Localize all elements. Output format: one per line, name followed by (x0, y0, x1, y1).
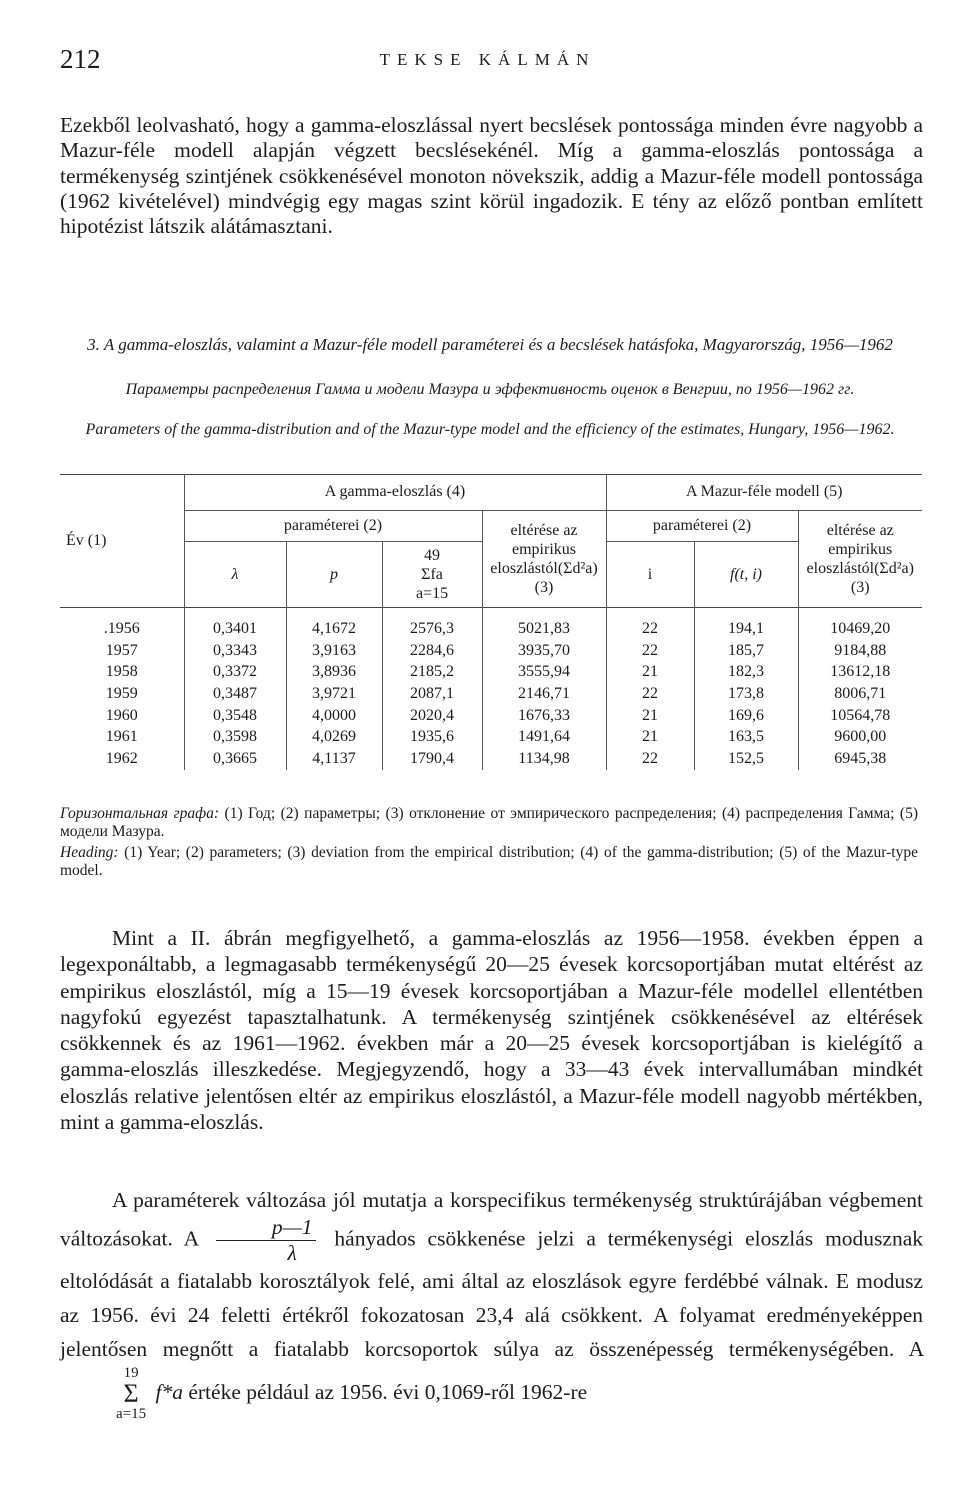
cell-dev-gamma: 1676,33 (482, 705, 606, 727)
table-row (60, 640, 922, 662)
cell-sum-f: 2284,6 (382, 640, 482, 662)
cell-lambda: 0,3401 (184, 608, 286, 640)
table-caption-hu: 3. A gamma-eloszlás, valamint a Mazur-féle modell paraméterei és a becslések hatásfoka, Magyarország, 1956—1962 (87, 335, 893, 354)
data-table (60, 474, 922, 770)
cell-f: 169,6 (694, 705, 798, 727)
sum-term: f*a (155, 1379, 183, 1404)
running-head: TEKSE KÁLMÁN (379, 50, 596, 69)
cell-dev-gamma: 5021,83 (482, 608, 606, 640)
cell-year: 1961 (105, 728, 138, 746)
cell-lambda: 0,3665 (184, 748, 286, 770)
cell-lambda: 0,3372 (184, 661, 286, 683)
sum-f-lower: a=15 (415, 585, 449, 602)
cell-i: 21 (606, 705, 694, 727)
cell-p: 4,0000 (286, 705, 382, 727)
cell-sum-f: 2576,3 (382, 608, 482, 640)
cell-lambda: 0,3343 (184, 640, 286, 662)
cell-dev-mazur: 6945,38 (798, 748, 922, 770)
cell-year: .1956 (103, 619, 140, 637)
i-header: i (606, 542, 694, 608)
table-row (60, 748, 922, 770)
body-paragraph-2-middle: hányados csökkenése jelzi a termékenységi eloszlás modusznak eltolódását a fiatalabb korosztályok felé, ami által az eloszlások egyre ferdébbé válnak. E modusz az 1956. évi 24 feletti értékről fokozatosan 23,4 alá csökkent. A folyamat eredményeképpen jelentősen megnőtt a fiatalabb korcsoportok súlya az összenépesség termékenységében. A (60, 1226, 924, 1361)
footnote-en (60, 844, 918, 879)
cell-i: 21 (606, 661, 694, 683)
cell-p: 3,8936 (286, 661, 382, 683)
gamma-group-header: A gamma-eloszlás (4) (184, 475, 606, 511)
intro-paragraph: Ezekből leolvasható, hogy a gamma-eloszlással nyert becslések pontossága minden évre nagyobb a Mazur-féle modell alapján végzett becslésekénél. Míg a gamma-eloszlás pontossága a termékenység szintjének csökkenésével monoton növekszik, addig a Mazur-féle modell pontossága (1962 kivételével) mindvégig egy magas szint körül ingadozik. E tény az előző pontban említett hipotézist látszik alátámasztani. (60, 113, 923, 239)
table-row (60, 683, 922, 705)
cell-year: 1962 (105, 749, 138, 767)
fraction-numerator: p—1 (216, 1217, 317, 1241)
cell-sum-f: 2020,4 (382, 705, 482, 727)
cell-dev-mazur: 10564,78 (798, 705, 922, 727)
table-row (60, 705, 922, 727)
body-paragraph-2-start: A paraméterek változása jól mutatja a korspecifikus termékenység struktúrájában végbement változásokat. A (60, 1188, 923, 1251)
cell-year: 1959 (105, 684, 138, 702)
cell-dev-gamma: 2146,71 (482, 683, 606, 705)
page-header (60, 44, 915, 80)
cell-f: 182,3 (694, 661, 798, 683)
cell-f: 152,5 (694, 748, 798, 770)
footnote-ru-text: (1) Год; (2) параметры; (3) отклонение от эмпирического распределения; (4) распределения Гамма; (5) модели Мазура. (60, 805, 918, 840)
cell-sum-f: 1790,4 (382, 748, 482, 770)
cell-year: 1958 (105, 663, 138, 681)
cell-lambda: 0,3598 (184, 726, 286, 748)
cell-dev-gamma: 1491,64 (482, 726, 606, 748)
body-paragraph-2-end: értéke például az 1956. évi 0,1069-ről 1962-re (188, 1379, 588, 1404)
cell-i: 22 (606, 683, 694, 705)
table-caption-ru: Параметры распределения Гамма и модели Мазура и эффективность оценок в Венгрии, по 1956—1962 гг. (125, 381, 855, 398)
lambda-header: λ (184, 542, 286, 608)
gamma-params-header: paraméterei (2) (184, 511, 482, 542)
gamma-deviation-header: eltérése az empirikus eloszlástól(Σd²a) (3) (482, 511, 606, 608)
page-number: 212 (60, 44, 101, 74)
cell-sum-f: 2185,2 (382, 661, 482, 683)
p-header: p (286, 542, 382, 608)
table-header-row-1 (60, 475, 922, 511)
cell-p: 4,1137 (286, 748, 382, 770)
cell-p: 3,9163 (286, 640, 382, 662)
table-header-row-2 (60, 511, 922, 542)
mazur-group-header: A Mazur-féle modell (5) (606, 475, 922, 511)
cell-f: 185,7 (694, 640, 798, 662)
summation (64, 1366, 146, 1422)
sum-upper-limit: 19 (123, 1365, 139, 1381)
cell-dev-gamma: 3935,70 (482, 640, 606, 662)
fraction-denominator: λ (287, 1240, 297, 1265)
cell-dev-mazur: 13612,18 (798, 661, 922, 683)
sum-lower-limit: a=15 (116, 1406, 147, 1422)
footnote-en-text: (1) Year; (2) parameters; (3) deviation from the empirical distribution; (4) of the gamma-distribution; (5) of the Mazur-type model. (60, 844, 918, 879)
cell-dev-gamma: 1134,98 (482, 748, 606, 770)
footnote-ru-lead: Горизонтальная графа: (60, 805, 220, 822)
cell-f: 163,5 (694, 726, 798, 748)
mazur-deviation-header: eltérése az empirikus eloszlástól(Σd²a) (3) (798, 511, 922, 608)
sum-symbol: Σ (123, 1379, 139, 1408)
table-row (60, 726, 922, 748)
cell-dev-mazur: 10469,20 (798, 608, 922, 640)
cell-p: 4,0269 (286, 726, 382, 748)
cell-dev-mazur: 9184,88 (798, 640, 922, 662)
cell-year: 1960 (105, 706, 138, 724)
cell-sum-f: 1935,6 (382, 726, 482, 748)
body-paragraph-1: Mint a II. ábrán megfigyelhető, a gamma-eloszlás az 1956—1958. években éppen a legexponáltabb, a legmagasabb termékenységű 20—25 évesek korcsoportjában mutat eltérést az empirikus eloszlástól, míg a 15—19 évesek korcsoportjában a Mazur-féle modellel ellentétben nagyfokú egyezést tapasztalhatunk. A termékenység szintjének csökkenésével az eltérések csökkennek és az 1961—1962. években már a 20—25 évesek korcsoportjában is kielégítő a gamma-eloszlás illeszkedése. Megjegyzendő, hogy a 33—43 évek intervallumában mindkét eloszlás relative jelentősen eltér az empirikus eloszlástól, a Mazur-féle modell nagyobb mértékben, mint a gamma-eloszlás. (60, 926, 923, 1135)
footnote-ru (60, 805, 918, 840)
mazur-params-header: paraméterei (2) (606, 511, 798, 542)
cell-f: 194,1 (694, 608, 798, 640)
cell-dev-gamma: 3555,94 (482, 661, 606, 683)
cell-i: 22 (606, 608, 694, 640)
cell-i: 22 (606, 748, 694, 770)
footnote-en-lead: Heading: (60, 844, 119, 861)
table-caption-en: Parameters of the gamma-distribution and of the Mazur-type model and the efficiency of the estimates, Hungary, 1956—1962. (85, 421, 895, 438)
cell-lambda: 0,3487 (184, 683, 286, 705)
sum-f-symbol: Σfa (421, 566, 443, 583)
cell-sum-f: 2087,1 (382, 683, 482, 705)
fti-header: f(t, i) (694, 542, 798, 608)
cell-i: 22 (606, 640, 694, 662)
cell-dev-mazur: 8006,71 (798, 683, 922, 705)
cell-year: 1957 (105, 641, 138, 659)
table-row (60, 661, 922, 683)
body-paragraph-2 (60, 1183, 923, 1422)
cell-p: 4,1672 (286, 608, 382, 640)
table-row (60, 608, 922, 640)
cell-dev-mazur: 9600,00 (798, 726, 922, 748)
year-header: Év (1) (66, 532, 107, 549)
cell-lambda: 0,3548 (184, 705, 286, 727)
sum-f-header (382, 542, 482, 608)
cell-i: 21 (606, 726, 694, 748)
cell-p: 3,9721 (286, 683, 382, 705)
sum-f-upper: 49 (424, 547, 440, 564)
cell-f: 173,8 (694, 683, 798, 705)
fraction-p-minus-1-over-lambda (216, 1217, 317, 1264)
